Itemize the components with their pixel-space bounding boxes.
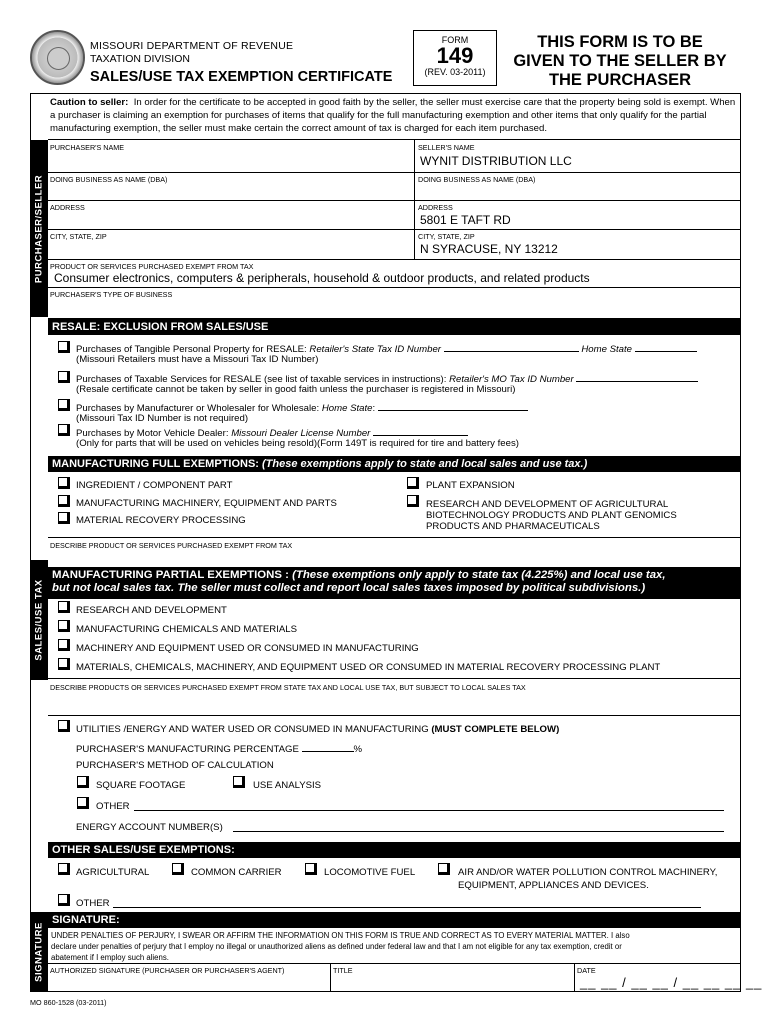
form-title: SALES/USE TAX EXEMPTION CERTIFICATE [90, 69, 393, 85]
divider [48, 139, 741, 140]
agricultural-label: AGRICULTURAL [76, 867, 150, 878]
give-to-line-3: THE PURCHASER [548, 71, 692, 89]
resale-services-text: Purchases of Taxable Services for RESALE (see list of taxable services in instructions): Retailer's MO Tax ID Number [76, 373, 698, 385]
research-development-checkbox[interactable] [58, 601, 70, 613]
square-footage-label: SQUARE FOOTAGE [96, 780, 186, 791]
signature-section-header: SIGNATURE: [48, 912, 741, 928]
missouri-seal-logo [30, 30, 85, 85]
resale-tangible-text: Purchases of Tangible Personal Property for RESALE: Retailer's State Tax ID Number Home State [76, 343, 697, 355]
use-analysis-checkbox[interactable] [233, 776, 245, 788]
divider [574, 963, 575, 992]
resale-wholesale-text: Purchases by Manufacturer or Wholesaler for Wholesale: Home State: [76, 402, 528, 414]
pollution-control-label-1: AIR AND/OR WATER POLLUTION CONTROL MACHINERY, [458, 867, 718, 878]
resale-motor-vehicle-note: (Only for parts that will be used on vehicles being resold)(Form 149T is required for tire and battery fees) [76, 438, 519, 449]
resale-services-note: (Resale certificate cannot be taken by seller in good faith unless the purchaser is registered in Missouri) [76, 384, 516, 395]
common-carrier-label: COMMON CARRIER [191, 867, 282, 878]
purchaser-address-label: ADDRESS [50, 203, 85, 212]
resale-section-header: RESALE: EXCLUSION FROM SALES/USE [48, 319, 741, 335]
perjury-line-2: declare under penalties of perjury that I employ no illegal or unauthorized aliens as defined under federal law and that I am not eligible for any tax exemption, credit or [51, 942, 622, 951]
agri-research-checkbox[interactable] [407, 495, 419, 507]
form-footer-code: MO 860-1528 (03-2011) [30, 998, 107, 1007]
material-recovery-plant-checkbox[interactable] [58, 658, 70, 670]
form-revision: (REV. 03-2011) [424, 67, 486, 77]
other-exemption-label: OTHER [76, 898, 110, 909]
material-recovery-label: MATERIAL RECOVERY PROCESSING [76, 515, 246, 526]
agri-research-label-3: PRODUCTS AND PHARMACEUTICALS [426, 521, 600, 532]
pollution-control-checkbox[interactable] [438, 863, 450, 875]
date-field[interactable]: __ __ / __ __ / __ __ __ __ [580, 975, 763, 990]
purchaser-seller-sidebar-label: PURCHASER/SELLER [33, 174, 45, 283]
seller-dba-label: DOING BUSINESS AS NAME (DBA) [418, 175, 536, 184]
perjury-line-3: abatement if I employ such aliens. [51, 953, 169, 962]
square-footage-checkbox[interactable] [77, 776, 89, 788]
give-to-seller-notice [500, 33, 740, 90]
method-other-checkbox[interactable] [77, 797, 89, 809]
ingredient-checkbox[interactable] [58, 477, 70, 489]
purchaser-seller-sidebar [30, 140, 48, 317]
locomotive-fuel-checkbox[interactable] [305, 863, 317, 875]
mfg-percentage-label: PURCHASER'S MANUFACTURING PERCENTAGE % [76, 744, 363, 755]
mfg-chemicals-checkbox[interactable] [58, 620, 70, 632]
seller-name-field[interactable]: WYNIT DISTRIBUTION LLC [420, 154, 572, 168]
mfg-machinery-label: MANUFACTURING MACHINERY, EQUIPMENT AND PARTS [76, 498, 337, 509]
use-analysis-label: USE ANALYSIS [253, 780, 322, 791]
resale-tangible-checkbox[interactable] [58, 341, 70, 353]
sales-use-tax-sidebar [30, 560, 48, 680]
resale-tangible-note: (Missouri Retailers must have a Missouri Tax ID Number) [76, 354, 319, 365]
caution-text: In order for the certificate to be accepted in good faith by the seller, the seller must exercise care that the property being sold is exempt. When a purchaser is claiming an exemption for purchases of items that qualify for the full manufacturing exemption and other items that only qualify for the partial manufacturing exemption, the seller must make certain the correct amount of tax is charged for each item purchased. [50, 97, 736, 134]
authorized-signature-label: AUTHORIZED SIGNATURE (PURCHASER OR PURCHASER'S AGENT) [50, 966, 285, 975]
products-field[interactable]: Consumer electronics, computers & peripherals, household & outdoor products, and related products [54, 271, 590, 285]
plant-expansion-label: PLANT EXPANSION [426, 480, 515, 491]
research-development-label: RESEARCH AND DEVELOPMENT [76, 605, 227, 616]
utilities-label: UTILITIES /ENERGY AND WATER USED OR CONSUMED IN MANUFACTURING (MUST COMPLETE BELOW) [76, 724, 560, 735]
divider [48, 259, 741, 260]
method-other-label: OTHER [96, 801, 130, 812]
business-type-label: PURCHASER'S TYPE OF BUSINESS [50, 290, 173, 299]
form-number: 149 [436, 43, 474, 68]
agri-research-label-1: RESEARCH AND DEVELOPMENT OF AGRICULTURAL [426, 499, 669, 510]
divider [48, 200, 741, 201]
resale-wholesale-checkbox[interactable] [58, 399, 70, 411]
purchaser-dba-label: DOING BUSINESS AS NAME (DBA) [50, 175, 168, 184]
energy-account-label: ENERGY ACCOUNT NUMBER(S) [76, 822, 223, 833]
method-calculation-label: PURCHASER'S METHOD OF CALCULATION [76, 760, 274, 771]
mfg-partial-section-header: MANUFACTURING PARTIAL EXEMPTIONS : (These exemptions only apply to state tax (4.225%) and local use tax, but not local sales tax. The seller must collect and report local sales taxes imposed by political subdivisions.) [48, 567, 741, 599]
resale-motor-vehicle-checkbox[interactable] [58, 424, 70, 436]
seller-address-field[interactable]: 5801 E TAFT RD [420, 213, 511, 227]
products-label: PRODUCT OR SERVICES PURCHASED EXEMPT FROM TAX [50, 262, 254, 271]
divider [48, 229, 741, 230]
agri-research-label-2: BIOTECHNOLOGY PRODUCTS AND PLANT GENOMICS [426, 510, 677, 521]
sales-use-tax-sidebar-label: SALES/USE TAX [33, 579, 45, 661]
agricultural-checkbox[interactable] [58, 863, 70, 875]
divider [330, 963, 331, 992]
purchaser-city-label: CITY, STATE, ZIP [50, 232, 107, 241]
method-other-field[interactable] [134, 810, 724, 811]
seller-name-label: SELLER'S NAME [418, 143, 475, 152]
divider [48, 287, 741, 288]
signature-sidebar-label: SIGNATURE [33, 922, 45, 982]
utilities-checkbox[interactable] [58, 720, 70, 732]
divider [48, 172, 741, 173]
mfg-machinery-checkbox[interactable] [58, 495, 70, 507]
divider [48, 537, 741, 538]
mfg-partial-describe-label: DESCRIBE PRODUCTS OR SERVICES PURCHASED EXEMPT FROM STATE TAX AND LOCAL USE TAX, BUT SUBJECT TO LOCAL SALES TAX [50, 683, 526, 692]
material-recovery-plant-label: MATERIALS, CHEMICALS, MACHINERY, AND EQUIPMENT USED OR CONSUMED IN MATERIAL RECOVERY PROCESSING PLANT [76, 662, 661, 673]
pollution-control-label-2: EQUIPMENT, APPLIANCES AND DEVICES. [458, 880, 649, 891]
form-label: FORM [441, 35, 469, 45]
mfg-full-section-header: MANUFACTURING FULL EXEMPTIONS: (These exemptions apply to state and local sales and use tax.) [48, 456, 741, 472]
date-label: DATE [577, 966, 596, 975]
plant-expansion-checkbox[interactable] [407, 477, 419, 489]
purchaser-name-label: PURCHASER'S NAME [50, 143, 125, 152]
give-to-line-2: GIVEN TO THE SELLER BY [513, 52, 727, 70]
title-label: TITLE [333, 966, 353, 975]
mfg-chemicals-label: MANUFACTURING CHEMICALS AND MATERIALS [76, 624, 298, 635]
form-number-box [413, 30, 497, 86]
department-name: MISSOURI DEPARTMENT OF REVENUE [90, 40, 294, 52]
resale-wholesale-note: (Missouri Tax ID Number is not required) [76, 413, 249, 424]
caution-to-seller [50, 96, 738, 135]
caution-label: Caution to seller: [50, 97, 129, 108]
divider [48, 678, 741, 679]
signature-sidebar [30, 912, 48, 992]
seller-city-label: CITY, STATE, ZIP [418, 232, 475, 241]
mfg-full-describe-label: DESCRIBE PRODUCT OR SERVICES PURCHASED EXEMPT FROM TAX [50, 541, 293, 550]
resale-services-checkbox[interactable] [58, 371, 70, 383]
other-exemption-checkbox[interactable] [58, 894, 70, 906]
common-carrier-checkbox[interactable] [172, 863, 184, 875]
seller-address-label: ADDRESS [418, 203, 453, 212]
divider [48, 963, 741, 964]
energy-account-field[interactable] [233, 831, 724, 832]
machinery-consumed-checkbox[interactable] [58, 639, 70, 651]
other-exemptions-header: OTHER SALES/USE EXEMPTIONS: [48, 842, 741, 858]
divider [414, 139, 415, 259]
perjury-line-1: UNDER PENALTIES OF PERJURY, I SWEAR OR AFFIRM THE INFORMATION ON THIS FORM IS TRUE AND CORRECT AS TO EVERY MATERIAL MATTER. I also [51, 931, 630, 940]
ingredient-label: INGREDIENT / COMPONENT PART [76, 480, 233, 491]
resale-motor-vehicle-text: Purchases by Motor Vehicle Dealer: Missouri Dealer License Number [76, 427, 468, 439]
locomotive-fuel-label: LOCOMOTIVE FUEL [324, 867, 416, 878]
give-to-line-1: THIS FORM IS TO BE [537, 33, 703, 51]
divider [48, 715, 741, 716]
material-recovery-checkbox[interactable] [58, 512, 70, 524]
other-exemption-field[interactable] [113, 907, 701, 908]
machinery-consumed-label: MACHINERY AND EQUIPMENT USED OR CONSUMED IN MANUFACTURING [76, 643, 419, 654]
division-name: TAXATION DIVISION [90, 53, 190, 65]
seller-city-field[interactable]: N SYRACUSE, NY 13212 [420, 242, 558, 256]
